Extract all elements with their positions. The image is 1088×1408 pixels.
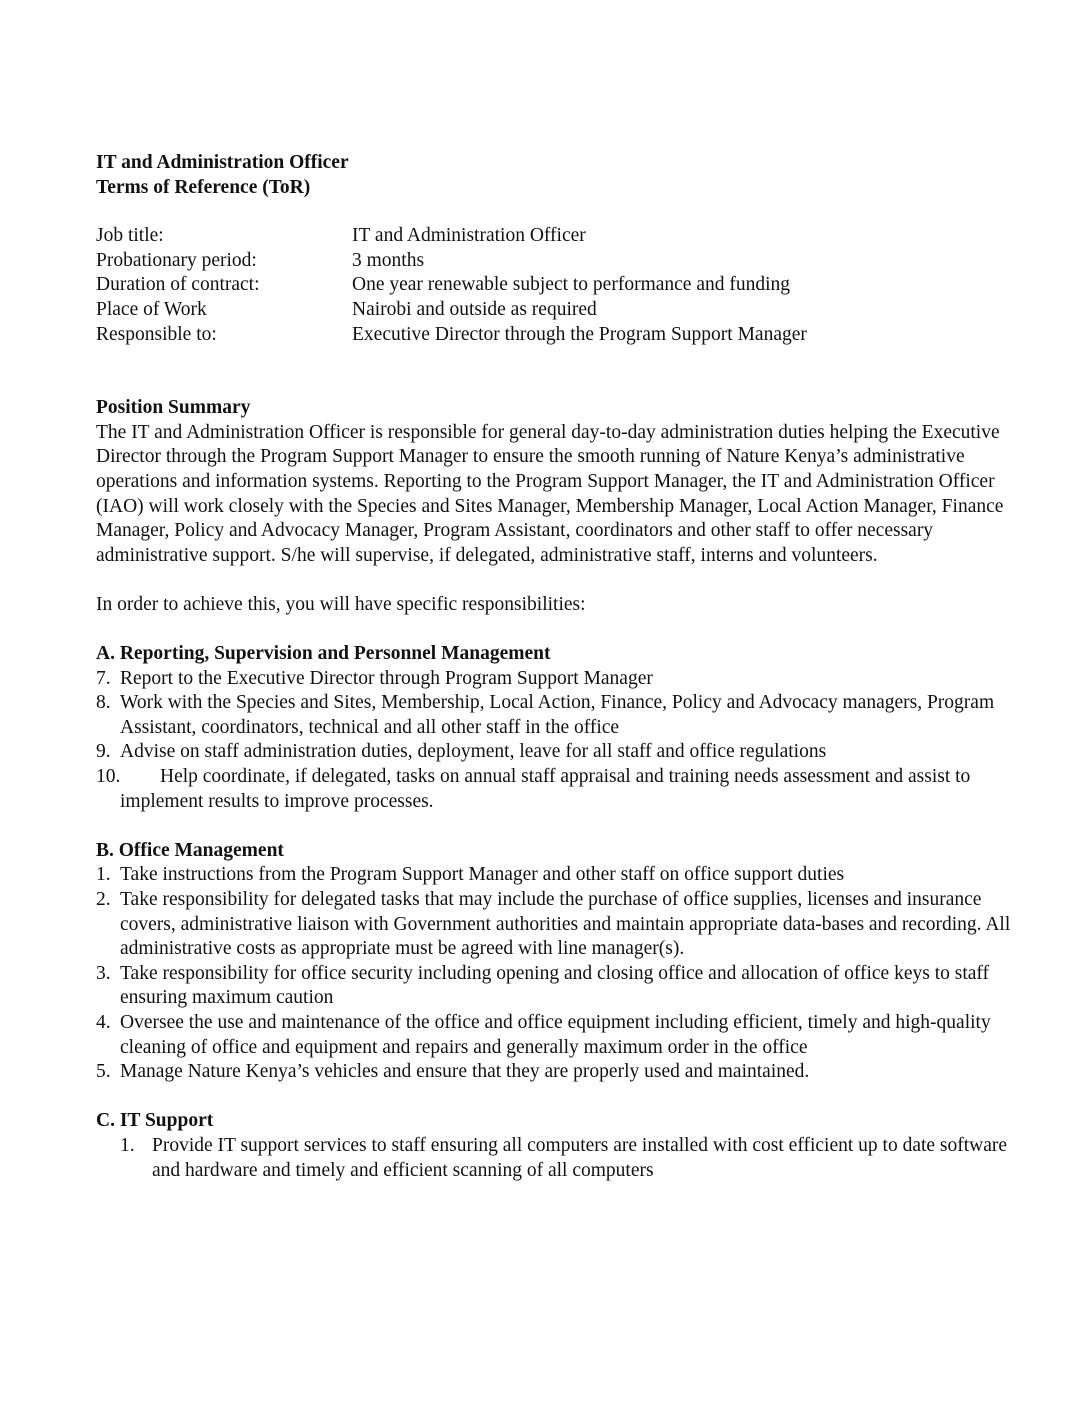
job-details	[96, 224, 1016, 347]
job-detail-label: Duration of contract:	[96, 274, 260, 296]
list-item-text: Take instructions from the Program Support Manager and other staff on office support duties	[120, 864, 845, 886]
job-detail-row	[96, 224, 1016, 249]
list-item	[96, 1060, 1016, 1085]
list-item-number: 1.	[120, 1134, 135, 1156]
job-detail-value: Nairobi and outside as required	[352, 298, 597, 320]
job-detail-label: Job title:	[96, 225, 164, 247]
list-item-text: Manage Nature Kenya’s vehicles and ensure that they are properly used and maintained.	[120, 1061, 810, 1083]
document-content	[96, 151, 1016, 1183]
list-item-number: 2.	[96, 889, 111, 911]
list-item-text: Help coordinate, if delegated, tasks on annual staff appraisal and training needs assessment and assist to implement results to improve processes.	[120, 766, 971, 812]
list-item-text: Take responsibility for delegated tasks that may include the purchase of office supplies, licenses and insurance covers, administrative liaison with Government authorities and maintain appropriate data-bases and recording. All administrative costs as appropriate must be agreed with line manager(s).	[120, 889, 1011, 960]
list-item-text: Take responsibility for office security including opening and closing office and allocation of office keys to staff ensuring maximum caution	[120, 962, 990, 1009]
job-detail-value: Executive Director through the Program Support Manager	[352, 323, 807, 345]
job-detail-label: Probationary period:	[96, 249, 257, 271]
list-item-number: 1.	[96, 864, 111, 886]
list-item-number: 3.	[96, 962, 111, 984]
responsibilities-intro: In order to achieve this, you will have specific responsibilities:	[96, 593, 586, 615]
it-support-list	[96, 1134, 1016, 1183]
job-detail-value: 3 months	[352, 249, 425, 271]
list-item-number: 10.	[96, 766, 121, 788]
list-item-text: Oversee the use and maintenance of the office and office equipment including efficient, timely and high-quality cleaning of office and equipment and repairs and generally maximum order in the office	[120, 1012, 991, 1058]
list-item	[96, 667, 1016, 692]
job-detail-row	[96, 323, 1016, 348]
list-item-number: 5.	[96, 1061, 111, 1083]
list-item	[96, 962, 1016, 1011]
list-item-text: Work with the Species and Sites, Membership, Local Action, Finance, Policy and Advocacy managers, Program Assistant, coordinators, technical and all other staff in the office	[120, 692, 995, 738]
office-list	[96, 863, 1016, 1084]
document-title: IT and Administration Officer	[96, 152, 349, 173]
position-summary-text: The IT and Administration Officer is responsible for general day-to-day administration duties helping the Executive Director through the Program Support Manager to ensure the smooth running of Nature Kenya’s administrative operations and information systems. Reporting to the Program Support Manager, the IT and Administration Officer (IAO) will work closely with the Species and Sites Manager, Membership Manager, Local Action Manager, Finance Manager, Policy and Advocacy Manager, Program Assistant, coordinators and other staff to offer necessary administrative support. S/he will supervise, if delegated, administrative staff, interns and volunteers.	[96, 421, 1004, 566]
list-item-number: 8.	[96, 692, 111, 714]
list-item-number: 4.	[96, 1012, 111, 1033]
section-heading-office: B. Office Management	[96, 839, 284, 861]
job-detail-value: IT and Administration Officer	[352, 225, 586, 247]
list-item	[96, 888, 1016, 962]
position-summary-heading: Position Summary	[96, 397, 251, 419]
reporting-list	[96, 667, 1016, 815]
section-heading-reporting: A. Reporting, Supervision and Personnel Management	[96, 643, 551, 665]
job-detail-row	[96, 249, 1016, 274]
job-detail-row	[96, 298, 1016, 323]
job-detail-value: One year renewable subject to performance and funding	[352, 274, 791, 296]
list-item-text: Report to the Executive Director through Program Support Manager	[120, 667, 653, 689]
list-item	[96, 863, 1016, 888]
list-item-text: Provide IT support services to staff ensuring all computers are installed with cost efficient up to date software and hardware and timely and efficient scanning of all computers	[152, 1134, 1008, 1181]
section-heading-it-support: C. IT Support	[96, 1110, 214, 1132]
list-item	[96, 765, 1016, 814]
list-item-number: 9.	[96, 741, 111, 763]
list-item	[96, 740, 1016, 765]
list-item-number: 7.	[96, 667, 111, 689]
job-detail-label: Place of Work	[96, 298, 207, 320]
list-item	[96, 691, 1016, 740]
list-item-text: Advise on staff administration duties, deployment, leave for all staff and office regulations	[120, 741, 827, 763]
job-detail-row	[96, 273, 1016, 298]
job-detail-label: Responsible to:	[96, 323, 217, 345]
document-subtitle: Terms of Reference (ToR)	[96, 176, 311, 198]
list-item	[96, 1011, 1016, 1060]
list-item	[96, 1134, 1016, 1183]
